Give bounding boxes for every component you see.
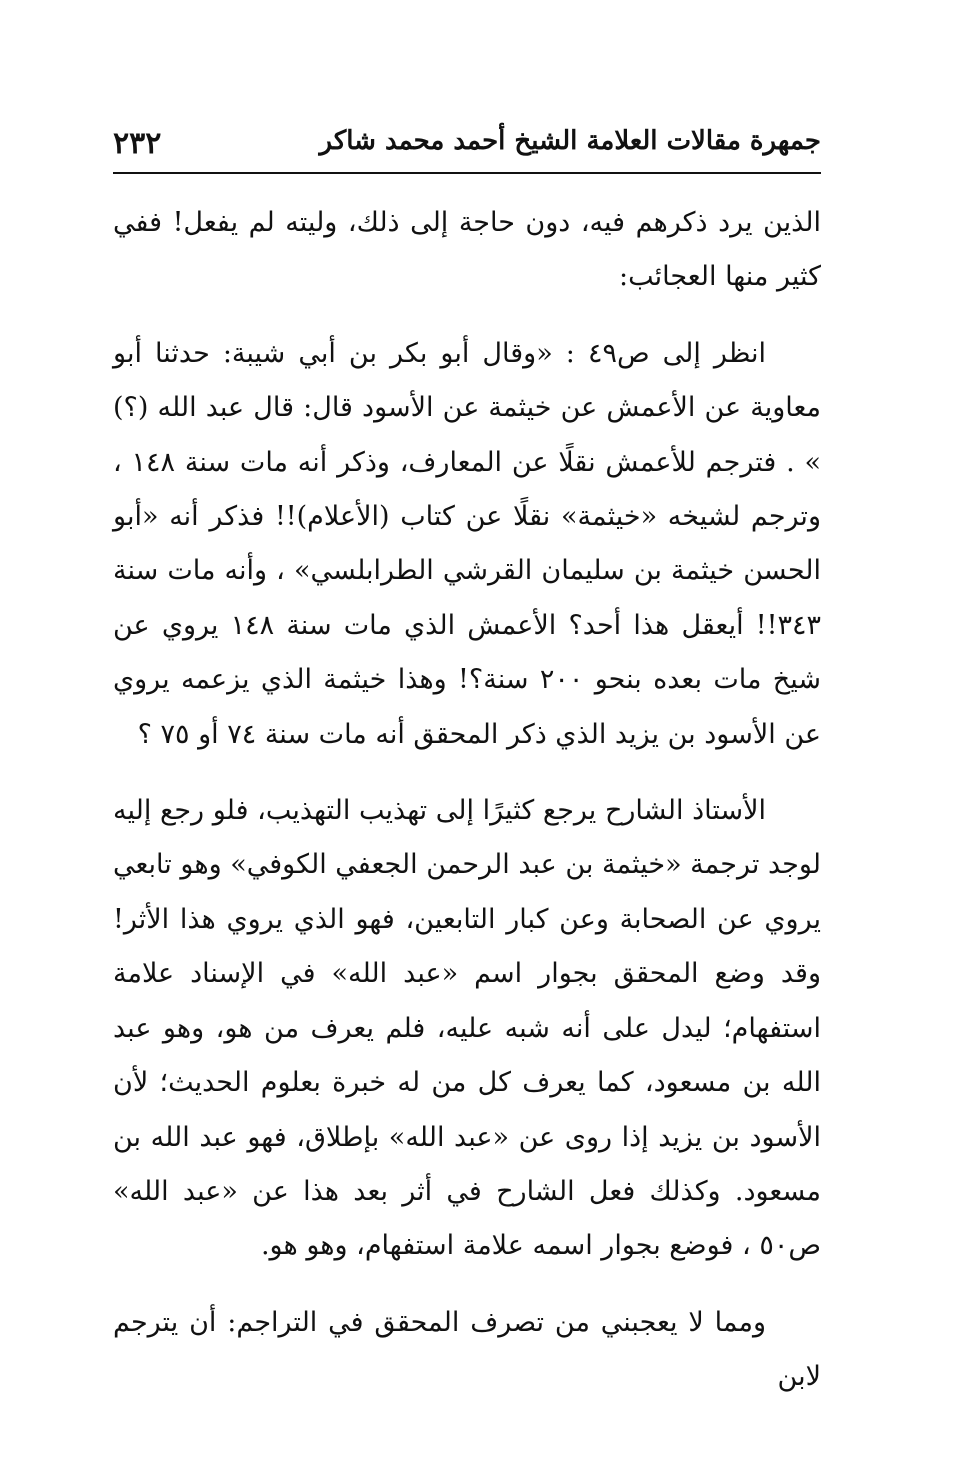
running-header (113, 118, 821, 168)
paragraph-tahdhib-note: الأستاذ الشارح يرجع كثيرًا إلى تهذيب التهذيب، فلو رجع إليه لوجد ترجمة «خيثمة بن عبد الرحمن الجعفي الكوفي» وهو تابعي يروي عن الصحابة وعن كبار التابعين، فهو الذي يروي هذا الأثر! وقد وضع المحقق بجوار اسم «عبد الله» في الإسناد علامة استفهام؛ ليدل على أنه شبه عليه، فلم يعرف من هو، وهو عبد الله بن مسعود، كما يعرف كل من له خبرة بعلوم الحديث؛ لأن الأسود بن يزيد إذا روى عن «عبد الله» بإطلاق، فهو عبد الله بن مسعود. وكذلك فعل الشارح في أثر بعد هذا عن «عبد الله» ص٥٠ ، فوضع بجوار اسمه علامة استفهام، وهو هو. (113, 795, 821, 1262)
paragraph-translations-remark: ومما لا يعجبني من تصرف المحقق في التراجم: أن يترجم لابن (113, 1306, 821, 1393)
paragraph-khaythama-example: انظر إلى ص٤٩ : «وقال أبو بكر بن أبي شيبة: حدثنا أبو معاوية عن الأعمش عن خيثمة عن الأسود قال: قال عبد الله (؟) » . فترجم للأعمش نقلًا عن المعارف، وذكر أنه مات سنة ١٤٨ ، وترجم لشيخه «خيثمة» نقلًا عن كتاب (الأعلام)!! فذكر أنه «أبو الحسن خيثمة بن سليمان القرشي الطرابلسي» ، وأنه مات سنة ٣٤٣!! أيعقل هذا أحد؟ الأعمش الذي مات سنة ١٤٨ يروي عن شيخ مات بعده بنحو ٢٠٠ سنة؟! وهذا خيثمة الذي يزعمه يروي عن الأسود بن يزيد الذي ذكر المحقق أنه مات سنة ٧٤ أو ٧٥ ؟ (113, 337, 822, 750)
body-text (113, 196, 821, 1405)
book-title: جمهرة مقالات العلامة الشيخ أحمد محمد شاكر (319, 126, 821, 156)
page-number: ٢٣٢ (113, 126, 162, 161)
paragraph-continuation: الذين يرد ذكرهم فيه، دون حاجة إلى ذلك، وليته لم يفعل! ففي كثير منها العجائب: (113, 207, 821, 293)
header-divider (113, 172, 821, 174)
